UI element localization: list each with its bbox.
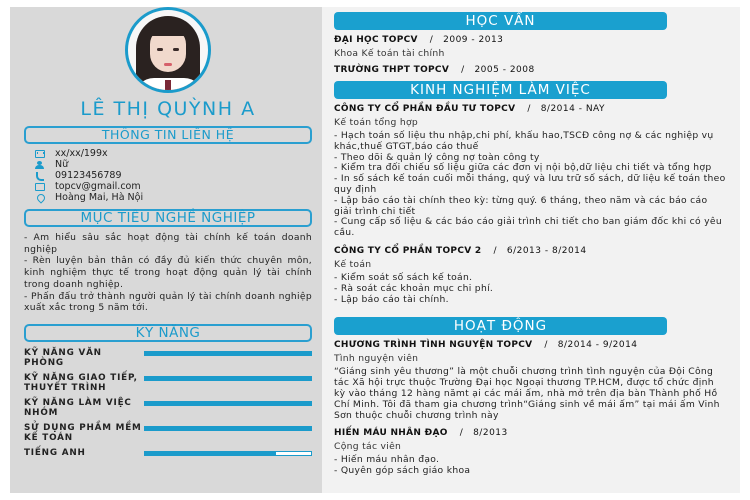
activity-detail: - Quyên góp sách giáo khoa [334,465,471,477]
experience-date: 8/2014 - NAY [540,104,606,114]
candidate-name: LÊ THỊ QUỲNH A [80,98,256,120]
education-date: 2009 - 2013 [443,35,504,45]
skill-item [24,448,312,459]
cv-page [10,7,740,493]
contact-dob-value: xx/xx/199x [55,148,108,159]
contact-address [24,192,312,203]
separator: / [493,245,497,256]
job-duty: - Theo dõi & quản lý công nợ toàn công ty [334,151,540,163]
school-name: ĐẠI HỌC TOPCV [334,35,418,45]
activity-name: CHƯƠNG TRÌNH TÌNH NGUYỆN TOPCV [334,340,533,351]
mail-icon [35,183,45,191]
skill-level-bar [144,376,312,381]
contact-address-value: Hoàng Mai, Hà Nội [55,192,144,203]
separator: / [461,65,465,75]
activity-role: Tình nguyện viên [334,353,419,365]
skill-item [24,398,312,419]
separator: / [459,428,464,439]
phone-icon [35,172,45,180]
separator: / [527,104,531,114]
job-duty: - Hạch toán số liệu thu nhập,chi phí, khấu hao,TSCĐ công nợ & các nghiệp vụ khác,thuế GTGT,báo cáo thuế [334,130,714,152]
skill-level-bar [144,451,312,456]
job-duty: - Lập báo cáo tài chính. [334,293,449,305]
job-duty: - Lập báo cáo tài chính theo kỳ: từng quý. 6 tháng, theo năm và các báo cáo giải trình chi tiết [334,194,708,217]
objective-line: - Rèn luyện bản thân có đầy đủ kiến thức chuyên môn, kinh nghiệm thực tế trong hoạt động quản lý tài chính trong doanh nghiệp. [24,255,312,290]
education-date: 2005 - 2008 [474,65,535,75]
job-duty: - Kiểm tra đối chiếu số liệu giữa các đơn vị nội bộ,dữ liệu chi tiết và tổng hợp [334,162,712,174]
skill-level-fill [145,452,276,455]
skill-level-bar [144,351,312,356]
left-sidebar [10,7,322,493]
contact-section-title: THÔNG TIN LIÊN HỆ [24,126,312,144]
calendar-icon [35,150,45,158]
skill-label: KỸ NĂNG VĂN PHÒNG [24,347,102,369]
skill-label: KỸ NĂNG GIAO TIẾP, THUYẾT TRÌNH [24,372,138,394]
job-duty: - Kiểm soát số sách kế toán. [334,271,473,283]
activity-name: HIẾN MÁU NHÂN ĐẠO [334,428,448,439]
activity-description [334,367,728,421]
contact-email [24,181,312,192]
skill-level-fill [145,352,311,355]
skill-level-fill [145,377,311,380]
skill-label: SỬ DỤNG PHẦM MỀM KẾ TOÁN [24,422,142,444]
company-name: CÔNG TY CỔ PHẦN ĐẦU TƯ TOPCV [334,104,516,114]
skill-level-bar [144,401,312,406]
job-description [334,273,728,305]
skill-item [24,373,312,394]
contact-gender-value: Nữ [55,159,69,170]
objective-text [24,232,312,314]
education-detail: Khoa Kế toán tài chính [334,48,445,59]
user-icon [35,161,45,169]
experience-entry-title [334,104,728,114]
job-duty: - Rà soát các khoản mục chi phí. [334,282,494,294]
school-name: TRƯỜNG THPT TOPCV [334,65,450,75]
activity-role: Cộng tác viên [334,441,402,453]
contact-phone-value[interactable]: 09123456789 [55,170,122,181]
objective-line: - Am hiểu sâu sắc hoạt động tài chính kế toán doanh nghiệp [24,232,312,255]
avatar-container [24,7,312,93]
skill-level-fill [145,427,311,430]
skill-item [24,348,312,369]
job-role: Kế toán [334,258,372,270]
contact-gender [24,159,312,170]
contact-phone [24,170,312,181]
experience-date: 6/2013 - 8/2014 [506,245,587,256]
skills-list [24,348,312,459]
skill-item [24,423,312,444]
activity-description [334,455,728,477]
skill-level-fill [145,402,311,405]
education-entry-title [334,35,728,45]
job-role: Kế toán tổng hợp [334,117,419,128]
main-content [322,7,740,493]
activity-date: 8/2014 - 9/2014 [557,340,638,351]
job-duty: - In số sách kế toán cuối mỗi tháng, quý và lưu trữ số sách, dữ liệu kế toán theo quy định [334,173,726,195]
skill-level-bar [144,426,312,431]
job-duty: - Cung cấp số liệu & các báo cáo giải trình chi tiết cho ban giám đốc khi có yêu cầu. [334,216,722,239]
activity-entry-title [334,340,728,350]
skill-label: TIẾNG ANH [24,447,86,458]
activity-detail: - Hiến máu nhân đạo. [334,454,440,466]
experience-section-title: KINH NGHIỆM LÀM VIỆC [334,81,667,99]
skills-section-title: KỸ NĂNG [24,324,312,342]
separator: / [544,340,548,351]
activity-date: 8/2013 [473,428,508,439]
separator: / [429,35,434,45]
activity-detail: “Giáng sinh yêu thương” là một chuỗi chương trình tình nguyện của Đội Công tác Xã hội trực thuộc Trường Đại học Ngoại thương TP.HCM, được tổ chức định kỳ vào tháng 12 hàng nămt ại các mái ấm, nhà mở trên địa bàn Thành phố Hồ Chí Minh. Tôi đã tham gia chương trình“Giáng sinh về mái ấm” tại mái ấm Vinh Sơn thuộc chuỗi chương trình này [334,366,720,421]
objective-section-title: MỤC TIÊU NGHỀ NGHIỆP [24,209,312,227]
education-entry-title [334,65,728,75]
location-icon [35,194,45,202]
activities-section-title: HOẠT ĐỘNG [334,317,667,335]
avatar [125,7,211,93]
education-section-title: HỌC VẤN [334,12,667,30]
contact-email-value[interactable]: topcv@gmail.com [55,181,141,192]
objective-line: - Phấn đấu trở thành người quản lý tài chính doanh nghiệp xuất xắc trong 5 năm tới. [24,290,312,314]
experience-entry-title [334,246,728,256]
activity-entry-title [334,428,728,438]
contact-list [24,148,312,203]
contact-dob [24,148,312,159]
job-description [334,131,728,239]
skill-label: KỸ NĂNG LÀM VIỆC NHÓM [24,397,132,419]
company-name: CÔNG TY CỔ PHẦN TOPCV 2 [334,245,482,256]
